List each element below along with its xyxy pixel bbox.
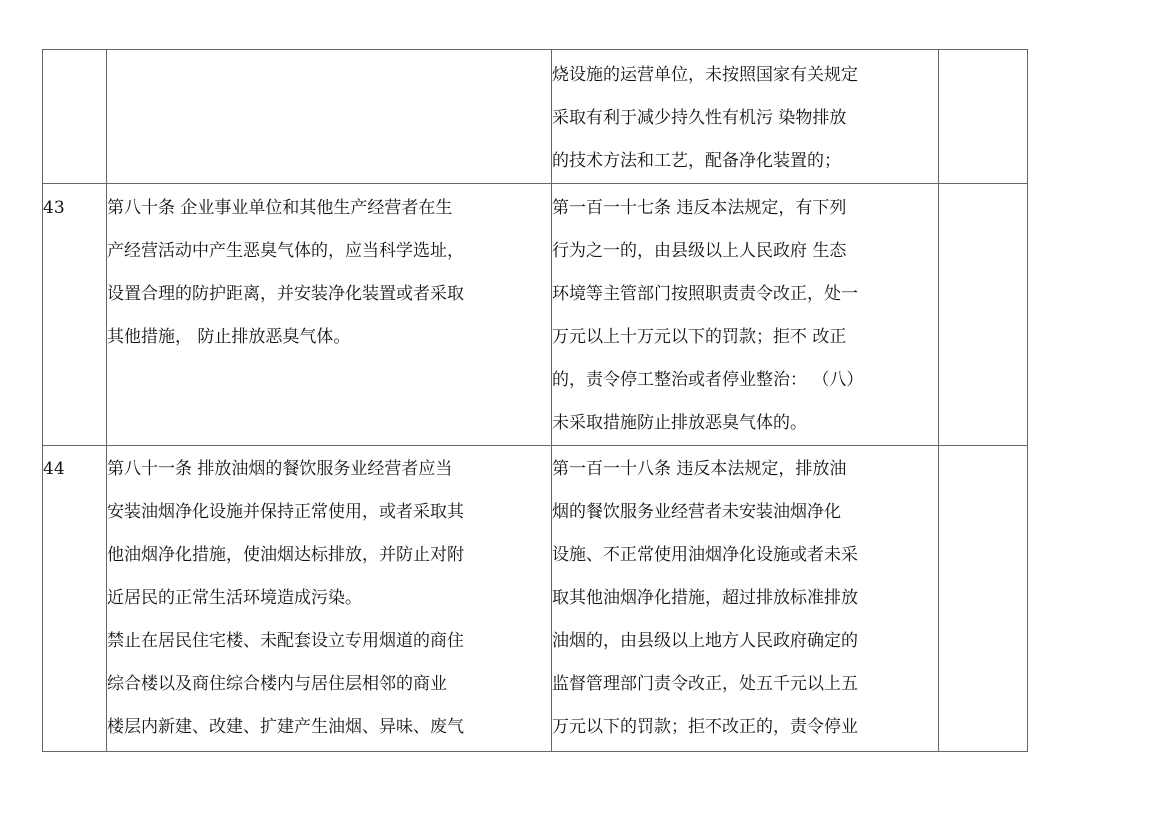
note-cell xyxy=(939,184,1028,446)
table-row xyxy=(43,184,1028,446)
law-article-cell xyxy=(107,50,552,184)
penalty-text-line: 万元以下的罚款；拒不改正的，责令停业 xyxy=(552,717,858,737)
penalty-text-line: 的技术方法和工艺，配备净化装置的； xyxy=(552,151,841,171)
law-text-line: 禁止在居民住宅楼、未配套设立专用烟道的商住 xyxy=(107,631,464,651)
law-text-line: 设置合理的防护距离，并安装净化装置或者采取 xyxy=(107,284,464,304)
legal-comparison-table xyxy=(42,49,1028,752)
table-row xyxy=(43,50,1028,184)
law-text-line: 安装油烟净化设施并保持正常使用，或者采取其 xyxy=(107,502,464,522)
law-text-line: 近居民的正常生活环境造成污染。 xyxy=(107,588,362,608)
penalty-article-cell xyxy=(552,446,939,752)
law-text-line: 其他措施， 防止排放恶臭气体。 xyxy=(107,327,351,347)
table-body xyxy=(43,50,1028,752)
penalty-text-line: 设施、不正常使用油烟净化设施或者未采 xyxy=(552,545,858,565)
penalty-text-line: 行为之一的，由县级以上人民政府 生态 xyxy=(552,241,847,261)
penalty-text-line: 未采取措施防止排放恶臭气体的。 xyxy=(552,413,807,433)
law-text-line: 他油烟净化措施，使油烟达标排放，并防止对附 xyxy=(107,545,464,565)
penalty-article-cell xyxy=(552,184,939,446)
law-text-line: 第八十条 企业事业单位和其他生产经营者在生 xyxy=(107,198,453,218)
penalty-text-line: 油烟的，由县级以上地方人民政府确定的 xyxy=(552,631,858,651)
penalty-text-line: 环境等主管部门按照职责责令改正，处一 xyxy=(552,284,858,304)
penalty-text-line: 采取有利于减少持久性有机污 染物排放 xyxy=(552,108,847,128)
law-article-cell xyxy=(107,446,552,752)
table-row xyxy=(43,446,1028,752)
penalty-text-line: 第一百一十八条 违反本法规定，排放油 xyxy=(552,459,847,479)
law-text-line: 第八十一条 排放油烟的餐饮服务业经营者应当 xyxy=(107,459,453,479)
penalty-text-line: 监督管理部门责令改正，处五千元以上五 xyxy=(552,674,858,694)
penalty-text-line: 的，责令停工整治或者停业整治： （八） xyxy=(552,370,864,390)
law-text-line: 楼层内新建、改建、扩建产生油烟、异味、废气 xyxy=(107,717,464,737)
row-number: 44 xyxy=(43,459,65,479)
row-number: 43 xyxy=(43,198,65,218)
note-cell xyxy=(939,50,1028,184)
law-text-line: 产经营活动中产生恶臭气体的，应当科学选址， xyxy=(107,241,464,261)
law-text-line: 综合楼以及商住综合楼内与居住层相邻的商业 xyxy=(107,674,447,694)
penalty-article-cell xyxy=(552,50,939,184)
row-number-cell xyxy=(43,446,107,752)
row-number-cell xyxy=(43,50,107,184)
penalty-text-line: 万元以上十万元以下的罚款；拒不 改正 xyxy=(552,327,847,347)
penalty-text-line: 第一百一十七条 违反本法规定，有下列 xyxy=(552,198,847,218)
law-article-cell xyxy=(107,184,552,446)
penalty-text-line: 烧设施的运营单位，未按照国家有关规定 xyxy=(552,65,858,85)
note-cell xyxy=(939,446,1028,752)
penalty-text-line: 烟的餐饮服务业经营者未安装油烟净化 xyxy=(552,502,841,522)
row-number-cell xyxy=(43,184,107,446)
penalty-text-line: 取其他油烟净化措施，超过排放标准排放 xyxy=(552,588,858,608)
